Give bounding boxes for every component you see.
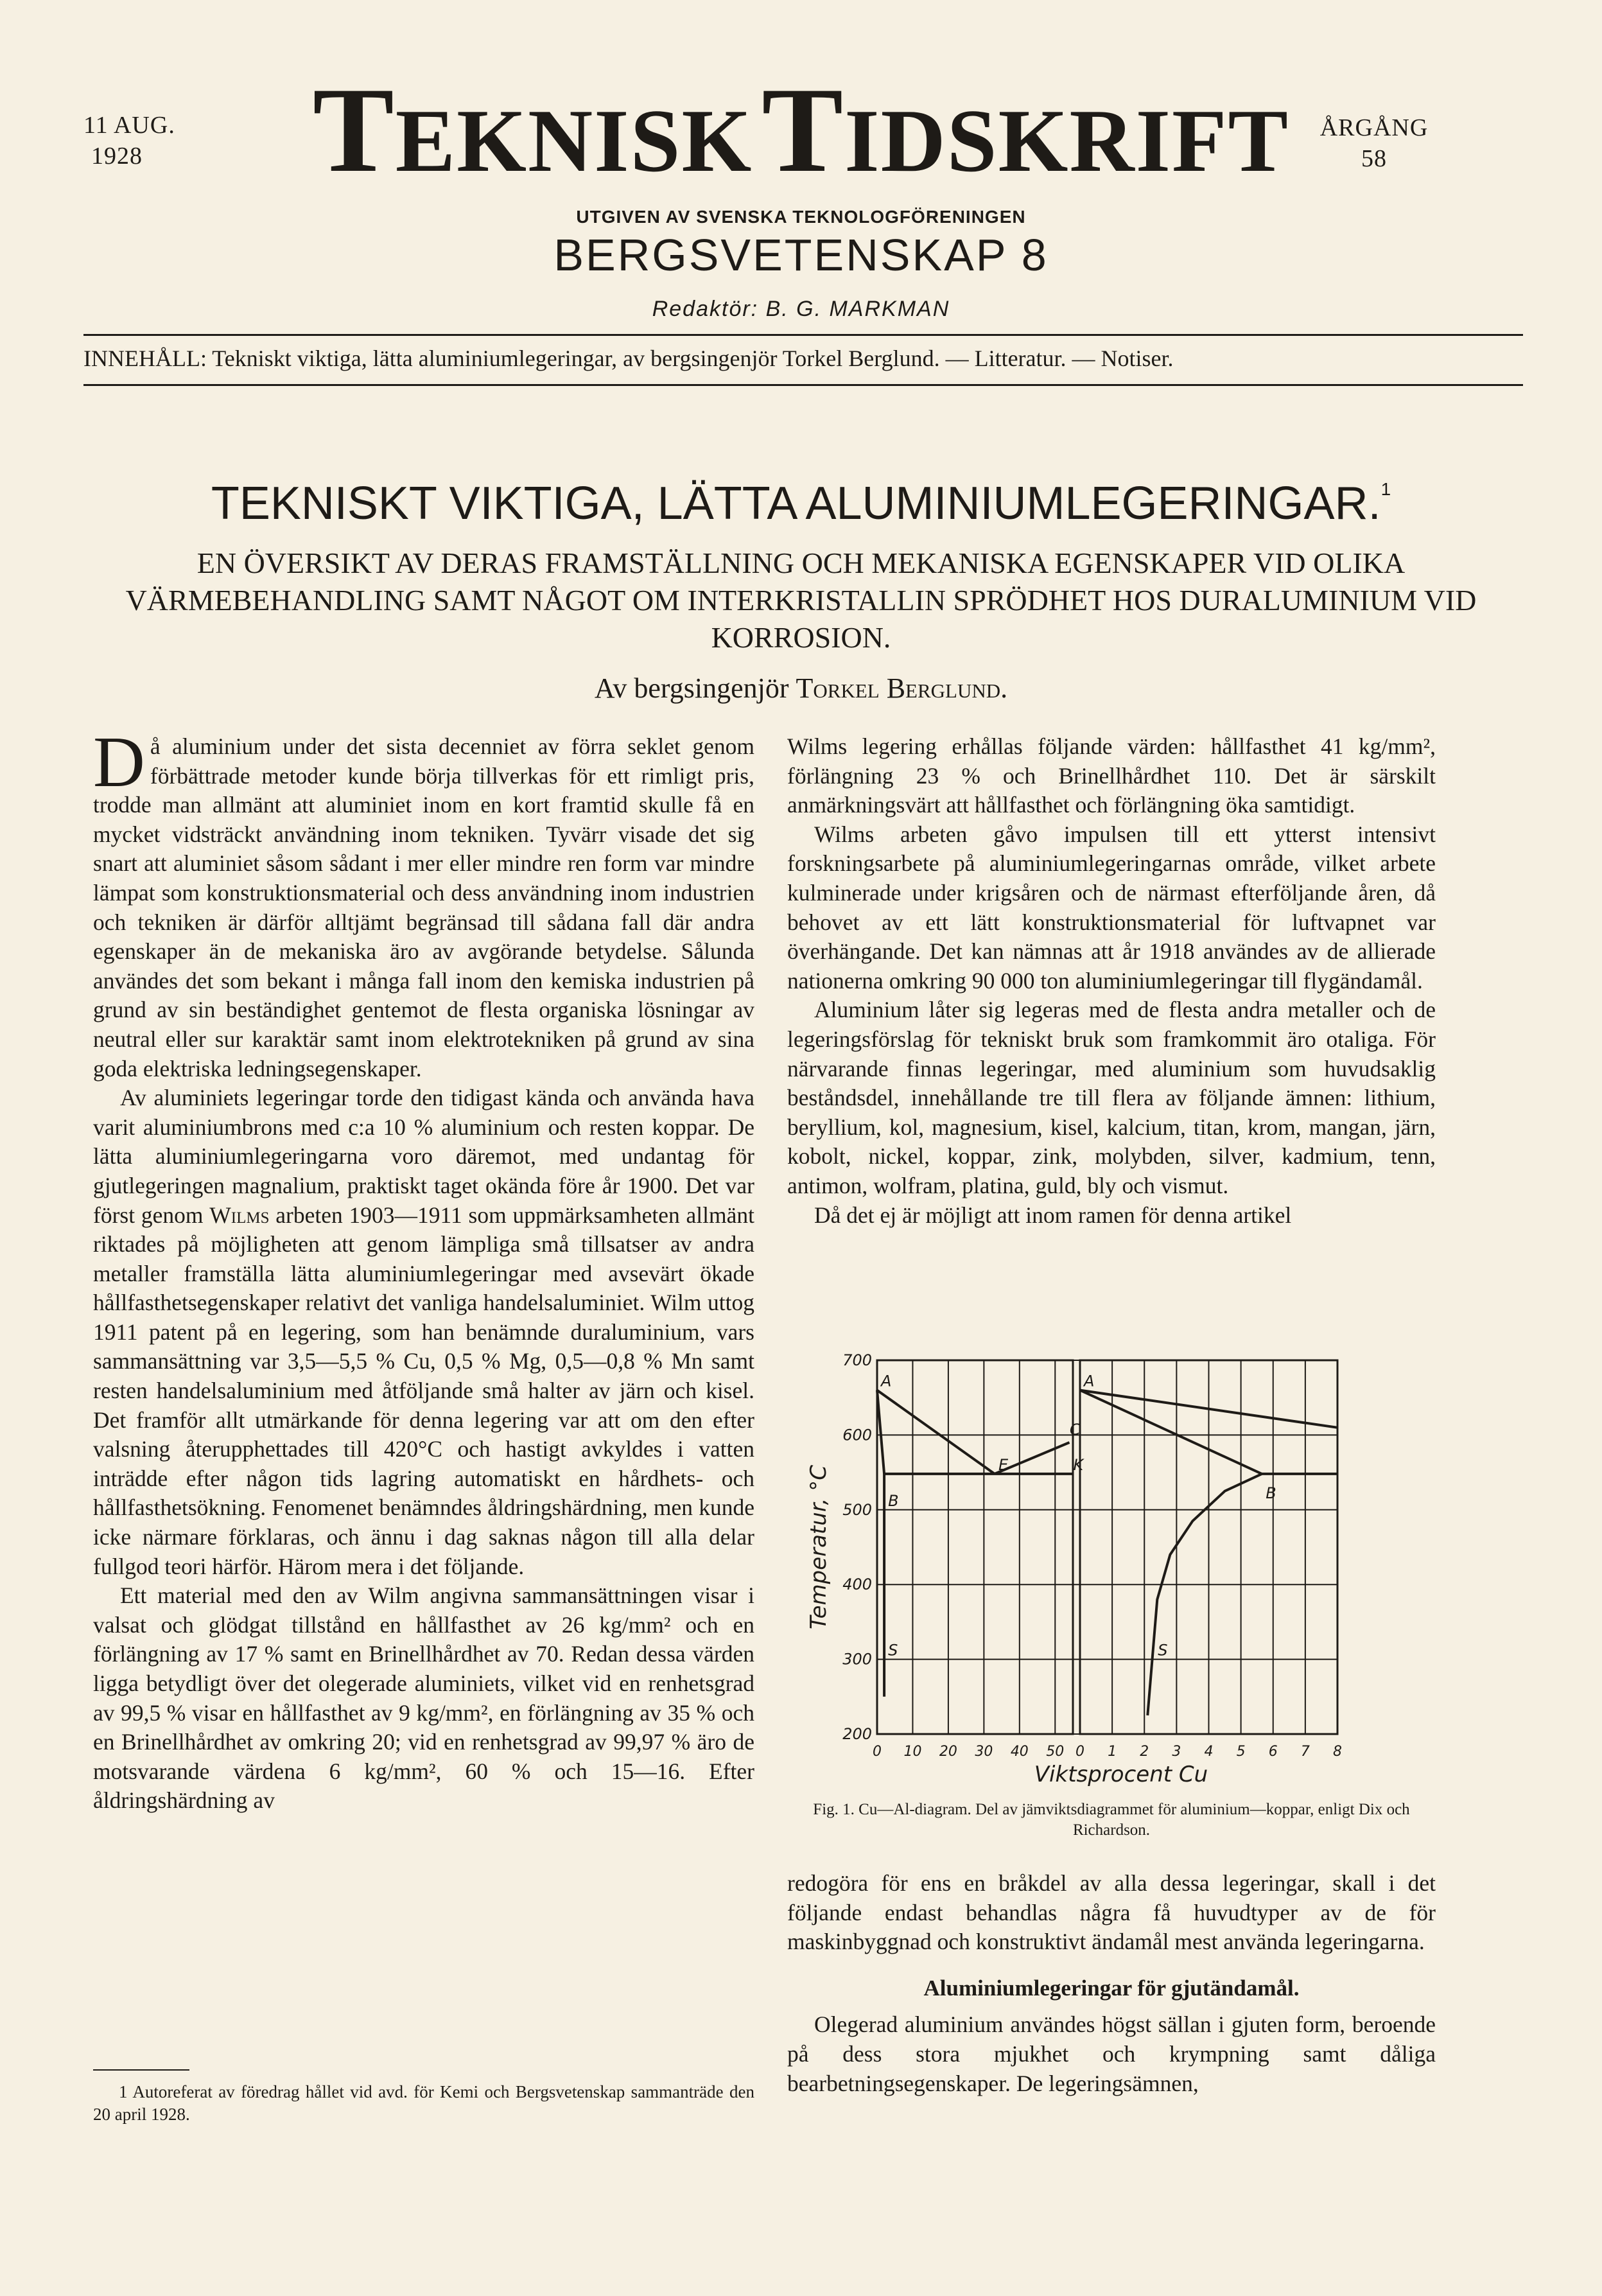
paragraph: Ett material med den av Wilm angivna sammansättningen visar i valsat och glödgat tillstånd en hållfasthet av 26 kg/mm² och en förlängning av 17 % samt en Brinellhårdhet av 70. Redan dessa värden ligga betydligt över det olegerade aluminiets, vilket vid en renhetsgrad av 99,5 % visar en hållfasthet av 9 kg/mm², en förlängning av 35 % och en Brinellhårdhet av omkring 20; vid en renhetsgrad av 99,97 % äro de motsvarande värdena 6 kg/mm², 60 % och 15—16. Efter åldringshärdning av: [93, 1582, 754, 1814]
footnote: 1 Autoreferat av föredrag hållet vid avd. för Kemi och Bergsvetenskap sammanträde den 20 april 1928.: [93, 2082, 754, 2124]
x-tick-label: 7: [1300, 1744, 1310, 1760]
x-axis-label: Viktsprocent Cu: [1034, 1762, 1208, 1787]
x-tick-label: 0: [873, 1744, 882, 1760]
volume-number: 58: [1361, 145, 1387, 172]
point-label-b: B: [888, 1491, 899, 1510]
y-axis-label: Temperatur, °C: [806, 1464, 831, 1630]
rule-bottom: [83, 384, 1523, 386]
figure-cu-al-diagram: [787, 1336, 1436, 1839]
paragraph: Aluminium låter sig legeras med de flesta andra metaller och de legeringsförslag för tekniskt bruk som framkommit äro otaliga. För närvarande finnas legeringar, med aluminium som huvudsaklig beståndsdel, innehållande tre till flera av följande ämnen: lithium, beryllium, kol, magnesium, kisel, kalcium, titan, krom, mangan, järn, kobolt, nickel, koppar, zink, molybden, silver, kadmium, tenn, antimon, wolfram, platina, guld, bly och vismut.: [787, 997, 1436, 1198]
rule-top: [83, 334, 1523, 336]
point-label-e: E: [998, 1455, 1009, 1474]
y-tick-label: 200: [842, 1725, 872, 1743]
x-tick-label: 2: [1140, 1744, 1149, 1760]
footnote-rule: [93, 2069, 189, 2071]
x-tick-label: 40: [1010, 1744, 1029, 1760]
paragraph: Olegerad aluminium användes högst sällan i gjuten form, beroende på dess stora mjukhet och krympning samt dåliga bearbetningsegenskaper. De legeringsämnen,: [787, 2011, 1436, 2096]
x-tick-label: 30: [975, 1744, 993, 1760]
section-title: BERGSVETENSKAP 8: [553, 230, 1049, 280]
paragraph: Då aluminium under det sista decenniet av förra seklet genom förbättrade metoder kunde börja tillverkas för ett rimligt pris, trodde man allmänt att aluminiet inom en kort framtid skulle få en mycket vidsträckt användning inom tekniken. Tyvärr visade det sig snart att aluminiet såsom sådant i mer eller mindre ren form var mindre lämpat som konstruktionsmaterial och dess användning inom industrien och tekniken är därför alltjämt begränsad till sådana fall där andra egenskaper än de mekaniska äro av avgörande betydelse. Sålunda användes det som bekant i många fall inom den kemiska industrien på grund av sin beständighet gentemot de flesta organiska lösningar av neutral eller sur karaktär samt inom elektrotekniken på grund av sina goda elektriska ledningsegenskaper.: [93, 723, 754, 1082]
y-tick-label: 700: [842, 1351, 872, 1369]
title-footnote-mark: 1: [1380, 479, 1391, 499]
x-tick-label: 10: [903, 1744, 922, 1760]
y-tick-label: 400: [842, 1575, 872, 1594]
paragraph: Av aluminiets legeringar torde den tidigast kända och använda hava varit aluminiumbrons med c:a 10 % aluminium och resten koppar. De lätta aluminiumlegeringarna voro däremot, med undantag för gjutlegeringen magnalium, praktiskt taget okända före år 1900. Det var först genom Wilms arbeten 1903—1911 som uppmärksamheten allmänt riktades på möjligheten att genom lämpliga små tillsatser av andra metaller framställa lätta aluminiumlegeringar med avsevärt ökade hållfasthetsegenskaper relativt det vanliga handelsaluminiet. Wilm uttog 1911 patent på en legering, som han benämnde duraluminium, vars sammansättning var 3,5—5,5 % Cu, 0,5 % Mg, 0,5—0,8 % Mn samt resten handelsaluminium med åtföljande små halter av järn och kisel. Det framför allt utmärkande för denna legering var att om den efter valsning återupphettades till 420°C och hastigt avkyldes i vatten inträdde efter någon tids lagring automatiskt en hårdhets- och hållfasthetsökning. Fenomenet benämndes åldringshärdning, men kunde icke närmare förklaras, och ännu i dag saknas någon till alla delar fullgod teori härför. Härom mera i det följande.: [93, 1085, 754, 1579]
phase-diagram: [787, 1336, 1436, 1792]
issue-date-year: 1928: [91, 142, 143, 170]
person-name: Wilms: [209, 1202, 270, 1228]
x-tick-label: 4: [1204, 1744, 1214, 1760]
figure-caption: Fig. 1. Cu—Al-diagram. Del av jämviktsdiagrammet för aluminium—koppar, enligt Dix och Richardson.: [813, 1801, 1410, 1839]
point-label-c: C: [1069, 1421, 1081, 1439]
panel-frame: [877, 1360, 1073, 1734]
paragraph: Då det ej är möjligt att inom ramen för denna artikel: [814, 1202, 1292, 1228]
author-name: Torkel Berglund.: [796, 672, 1008, 704]
x-tick-label: 5: [1236, 1744, 1246, 1760]
x-tick-label: 50: [1046, 1744, 1065, 1760]
paragraph: Wilms legering erhållas följande värden: hållfasthet 41 kg/mm², förlängning 23 % och Brinellhårdhet 110. Det är särskilt anmärkningsvärt att hållfasthet och förlängning öka samtidigt.: [787, 733, 1436, 818]
x-tick-label: 6: [1268, 1744, 1278, 1760]
drop-cap: D: [93, 723, 145, 802]
phase-line: [877, 1390, 995, 1474]
subsection-heading: Aluminiumlegeringar för gjutändamål.: [923, 1975, 1300, 2001]
phase-line: [877, 1390, 884, 1697]
point-label-k: K: [1073, 1455, 1084, 1474]
paragraph: Wilms arbeten gåvo impulsen till ett ytterst intensivt forskningsarbete på aluminiumlegeringarnas område, vilket arbete kulminerade under krigsåren och de närmast efterföljande åren, då behovet av ett lätt konstruktionsmaterial för luftvapnet var överhängande. Det kan nämnas att år 1918 användes av de allierade nationerna omkring 90 000 ton aluminiumlegeringar till flygändamål.: [787, 821, 1436, 994]
point-label-s: S: [1158, 1641, 1168, 1660]
x-tick-label: 0: [1075, 1744, 1084, 1760]
editor-line: Redaktör: B. G. MARKMAN: [652, 297, 950, 321]
issue-date-day: 11 AUG.: [83, 112, 175, 139]
column-right-top: [787, 732, 1436, 1230]
x-tick-label: 3: [1172, 1744, 1181, 1760]
article-subtitle: EN ÖVERSIKT AV DERAS FRAMSTÄLLNING OCH MEKANISKA EGENSKAPER VID OLIKA VÄRMEBEHANDLING SAMT NÅGOT OM INTERKRISTALLIN SPRÖDHET HOS DURALUMINIUM VID KORROSION.: [125, 547, 1477, 654]
y-tick-label: 300: [842, 1650, 872, 1669]
volume-label: ÅRGÅNG: [1319, 114, 1429, 141]
article-title: TEKNISKT VIKTIGA, LÄTTA ALUMINIUMLEGERINGAR.$^1$: [211, 478, 1391, 529]
journal-title: TEKNISKTIDSKRIFT: [313, 63, 1289, 198]
point-label-a: A: [1084, 1372, 1095, 1390]
column-left: [93, 723, 754, 1816]
x-tick-label: 8: [1333, 1744, 1342, 1760]
point-label-s: S: [888, 1641, 898, 1660]
point-label-b: B: [1266, 1484, 1276, 1503]
column-right-bottom: [787, 1869, 1436, 2098]
y-tick-label: 500: [842, 1500, 872, 1519]
point-label-a: A: [881, 1372, 892, 1390]
paragraph: redogöra för ens en bråkdel av alla dessa legeringar, skall i det följande endast behandlas några få huvudtyper av de för maskinbyggnad och konstruktivt ändamål mest använda legeringarna.: [787, 1870, 1436, 1955]
contents-line: INNEHÅLL: Tekniskt viktiga, lätta aluminiumlegeringar, av bergsingenjör Torkel Berglund. — Litteratur. — Notiser.: [83, 346, 1174, 371]
publisher-line: UTGIVEN AV SVENSKA TEKNOLOGFÖRENINGEN: [576, 207, 1026, 227]
x-tick-label: 1: [1108, 1744, 1117, 1760]
y-tick-label: 600: [842, 1426, 872, 1444]
byline: Av bergsingenjör Torkel Berglund.: [594, 672, 1008, 704]
x-tick-label: 20: [939, 1744, 957, 1760]
